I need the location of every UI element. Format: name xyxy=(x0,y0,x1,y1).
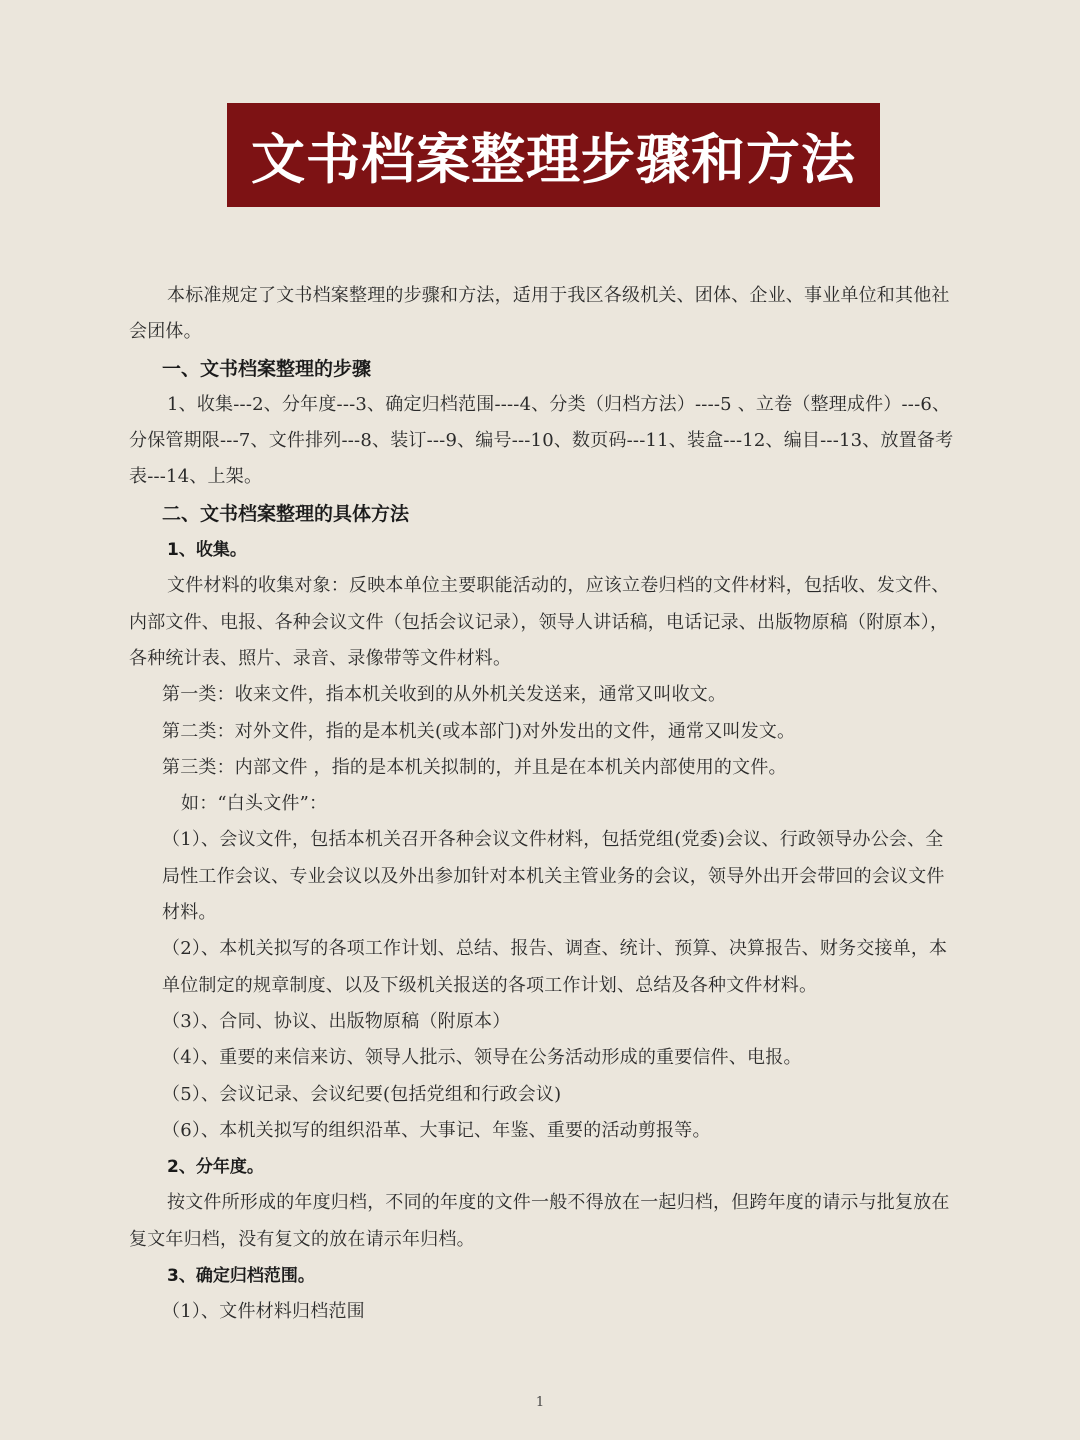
list-item: （5）、会议记录、会议纪要(包括党组和行政会议) xyxy=(162,1083,562,1105)
page-number: 1 xyxy=(535,1395,545,1410)
list-item: （3）、合同、协议、出版物原稿（附原本） xyxy=(162,1010,511,1032)
example-label: 如：“白头文件”： xyxy=(181,793,328,815)
year-body-paragraph: 按文件所形成的年度归档，不同的年度的文件一般不得放在一起归档，但跨年度的请示与批复放在复文年归档，没有复文的放在请示年归档。 xyxy=(129,1192,950,1250)
list-item: （6）、本机关拟写的组织沿革、大事记、年鉴、重要的活动剪报等。 xyxy=(162,1119,711,1141)
section-2-heading: 二、文书档案整理的具体方法 xyxy=(162,502,410,525)
document-body xyxy=(129,278,954,1331)
title-banner xyxy=(227,103,880,207)
page-title: 文书档案整理步骤和方法 xyxy=(251,127,856,191)
scope-item-1: （1）、文件材料归档范围 xyxy=(162,1301,365,1323)
class-3-line: 第三类：内部文件 ，指的是本机关拟制的，并且是在本机关内部使用的文件。 xyxy=(162,756,787,778)
collect-body-paragraph: 文件材料的收集对象：反映本单位主要职能活动的，应该立卷归档的文件材料，包括收、发文件、内部文件、电报、各种会议文件（包括会议记录），领导人讲话稿，电话记录、出版物原稿（附原本），各种统计表、照片、录音、录像带等文件材料。 xyxy=(129,575,950,669)
subsection-collect-heading: 1、收集。 xyxy=(167,540,247,561)
list-item: （1）、会议文件，包括本机关召开各种会议文件材料，包括党组(党委)会议、行政领导办公会、全局性工作会议、专业会议以及外出参加针对本机关主管业务的会议，领导外出开会带回的会议文件材料。 xyxy=(162,829,945,924)
intro-paragraph: 本标准规定了文书档案整理的步骤和方法，适用于我区各级机关、团体、企业、事业单位和其他社会团体。 xyxy=(129,285,950,343)
list-item: （2）、本机关拟写的各项工作计划、总结、报告、调查、统计、预算、决算报告、财务交接单，本单位制定的规章制度、以及下级机关报送的各项工作计划、总结及各种文件材料。 xyxy=(162,938,948,996)
class-1-line: 第一类：收来文件，指本机关收到的从外机关发送来，通常又叫收文。 xyxy=(162,684,727,706)
class-2-line: 第二类：对外文件，指的是本机关(或本部门)对外发出的文件，通常又叫发文。 xyxy=(162,720,796,742)
subsection-scope-heading: 3、确定归档范围。 xyxy=(167,1266,315,1287)
list-item: （4）、重要的来信来访、领导人批示、领导在公务活动形成的重要信件、电报。 xyxy=(162,1047,802,1069)
steps-paragraph: 1、收集---2、分年度---3、确定归档范围----4、分类（归档方法）----5 、立卷（整理成件）---6、分保管期限---7、文件排列---8、装订---9、编号---10、数页码---11、装盒---12、编目---13、放置备考表---14、上架。 xyxy=(129,393,954,488)
section-1-heading: 一、文书档案整理的步骤 xyxy=(162,357,372,380)
subsection-year-heading: 2、分年度。 xyxy=(167,1157,264,1178)
